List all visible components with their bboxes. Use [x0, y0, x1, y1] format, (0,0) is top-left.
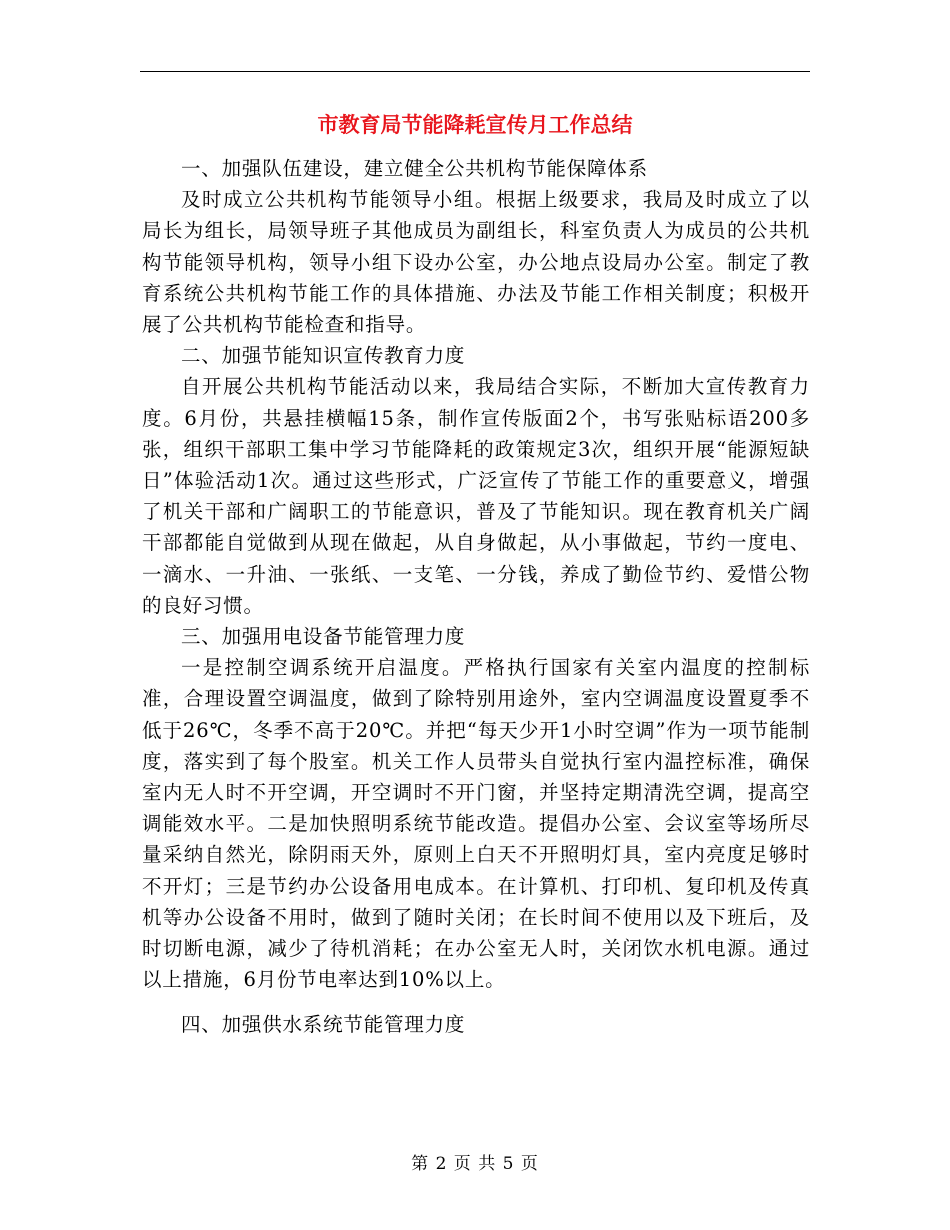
- section-heading-1: 一、加强队伍建设，建立健全公共机构节能保障体系: [181, 157, 648, 180]
- section-paragraph-2: 自开展公共机构节能活动以来，我局结合实际，不断加大宣传教育力度。6月份，共悬挂横幅15条，制作宣传版面2个，书写张贴标语200多张，组织干部职工集中学习节能降耗的政策规定3次，组织开展“能源短缺日”体验活动1次。通过这些形式，广泛宣传了节能工作的重要意义，增强了机关干部和广阔职工的节能意识，普及了节能知识。现在教育机关广阔干部都能自觉做到从现在做起，从自身做起，从小事做起，节约一度电、一滴水、一升油、一张纸、一支笔、一分钱，养成了勤俭节约、爱惜公物的良好习惯。: [142, 375, 810, 617]
- document-body: [142, 153, 810, 1041]
- section-heading-4: 四、加强供水系统节能管理力度: [181, 1013, 466, 1037]
- section-heading-2: 二、加强节能知识宣传教育力度: [181, 344, 466, 368]
- section-paragraph-1: 及时成立公共机构节能领导小组。根据上级要求，我局及时成立了以局长为组长，局领导班子其他成员为副组长，科室负责人为成员的公共机构节能领导机构，领导小组下设办公室，办公地点设局办公室。制定了教育系统公共机构节能工作的具体措施、办法及节能工作相关制度；积极开展了公共机构节能检查和指导。: [142, 188, 810, 337]
- header-rule: [140, 71, 810, 72]
- document-title: 市教育局节能降耗宣传月工作总结: [317, 112, 633, 137]
- section-heading-3: 三、加强用电设备节能管理力度: [181, 625, 466, 649]
- section-paragraph-3: 一是控制空调系统开启温度。严格执行国家有关室内温度的控制标准，合理设置空调温度，做到了除特别用途外，室内空调温度设置夏季不低于26℃，冬季不高于20℃。并把“每天少开1小时空调”作为一项节能制度，落实到了每个股室。机关工作人员带头自觉执行室内温控标准，确保室内无人时不开空调，开空调时不开门窗，并坚持定期清洗空调，提高空调能效水平。二是加快照明系统节能改造。提倡办公室、会议室等场所尽量采纳自然光，除阴雨天外，原则上白天不开照明灯具，室内亮度足够时不开灯；三是节约办公设备用电成本。在计算机、打印机、复印机及传真机等办公设备不用时，做到了随时关闭；在长时间不使用以及下班后，及时切断电源，减少了待机消耗；在办公室无人时，关闭饮水机电源。通过以上措施，6月份节电率达到10%以上。: [142, 656, 810, 992]
- page-number: 第 2 页 共 5 页: [411, 1154, 539, 1174]
